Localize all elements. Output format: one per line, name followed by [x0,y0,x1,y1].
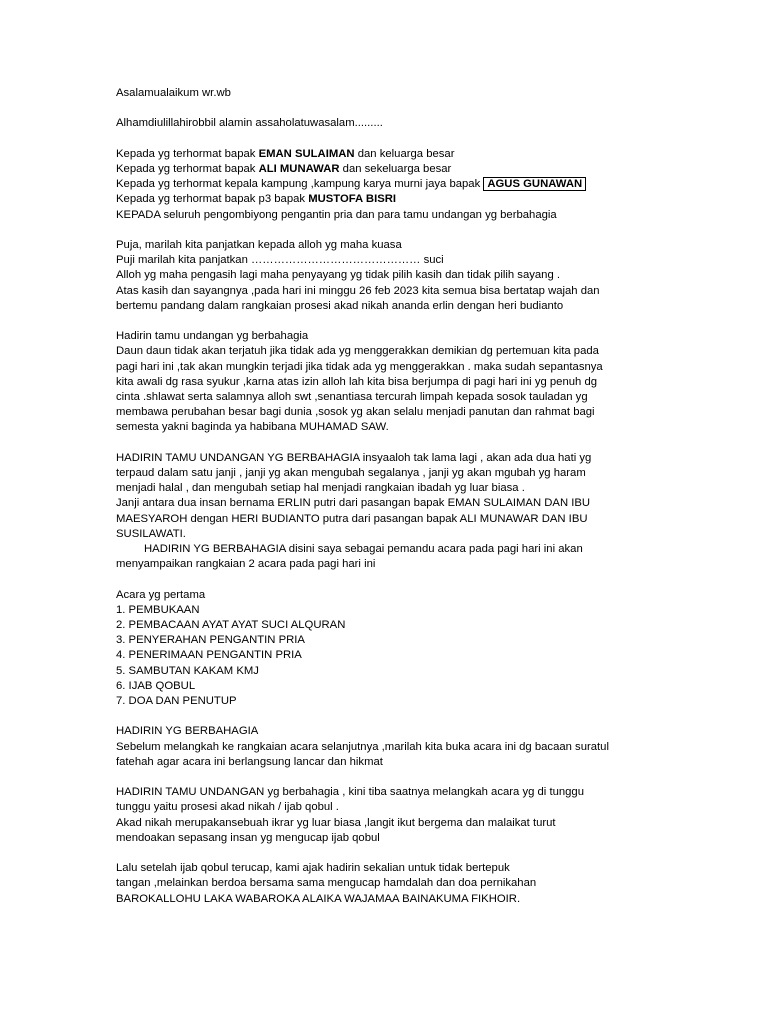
praise-line: bertemu pandang dalam rangkaian prosesi akad nikah ananda erlin dengan heri budianto [116,299,564,312]
praise-line: Puja, marilah kita panjatkan kepada alloh yg maha kuasa [116,238,402,251]
addressee-text: Kepada yg terhormat bapak [116,147,259,160]
paragraph-line: Sebelum melangkah ke rangkaian acara selanjutnya ,marilah kita buka acara ini dg bacaan suratul [116,740,609,753]
addressee-name: MUSTOFA BISRI [308,193,397,206]
paragraph-line: membawa perubahan besar bagi dunia ,sosok yg akan selalu menjadi panutan dan rahmat bagi [116,406,595,419]
paragraph-line: semesta yakni baginda ya habibana MUHAMAD SAW. [116,421,389,434]
paragraph-line: terpaud dalam satu janji , janji yg akan mengubah segalanya , janji yg akan mgubah yg haram [116,467,586,479]
addressee-text: dan keluarga besar [354,147,455,160]
opening: Alhamdiulillahirobbil alamin assaholatuwasalam......... [116,117,383,130]
addressee-name: ALI MUNAWAR [258,162,340,175]
agenda-item: 4. PENERIMAAN PENGANTIN PRIA [116,649,302,662]
paragraph-line: kita awali dg rasa syukur ,karna atas izin alloh lah kita bisa berjumpa di pagi hari ini yg penuh dg [116,375,598,388]
agenda-heading: Acara yg pertama [116,588,206,601]
document-body [116,86,656,907]
paragraph-line: menjadi halal , dan mengubah setiap hal menjadi rangkaian ibadah yg luar biasa . [116,482,525,495]
addressee-line-5: KEPADA seluruh pengombiyong pengantin pria dan para tamu undangan yg berbahagia [116,208,557,221]
addressee-name: EMAN SULAIMAN [258,147,355,160]
addressee-line-1 [116,147,656,162]
addressee-line-3 [116,177,656,192]
paragraph-line: mendoakan sepasang insan yg mengucap ijab qobul [116,831,380,844]
section-heading: HADIRIN YG BERBAHAGIA [116,725,259,738]
agenda-item: 2. PEMBACAAN AYAT AYAT SUCI ALQURAN [116,619,346,632]
addressee-text: Kepada yg terhormat kepala kampung ,kampung karya murni jaya bapak [116,178,484,191]
paragraph-line: Lalu setelah ijab qobul terucap, kami ajak hadirin sekalian untuk tidak bertepuk [116,862,510,875]
agenda-item: 1. PEMBUKAAN [116,603,200,616]
addressee-text: Kepada yg terhormat bapak p3 bapak [116,193,309,206]
greeting: Asalamualaikum wr.wb [116,87,231,99]
praise-line: Atas kasih dan sayangnya ,pada hari ini minggu 26 feb 2023 kita semua bisa bertatap wajah dan [116,284,600,297]
addressee-line-4 [116,192,656,207]
paragraph-line: menyampaikan rangkaian 2 acara pada pagi hari ini [116,558,376,571]
paragraph-line: cinta .shlawat serta salamnya alloh swt ,senantiasa tercurah limpah kepada sosok tauladan yg [116,391,588,403]
addressee-line-2 [116,162,656,177]
paragraph-line: HADIRIN TAMU UNDANGAN YG BERBAHAGIA insyaaloh tak lama lagi , akan ada dua hati yg [116,451,592,464]
agenda-item: 3. PENYERAHAN PENGANTIN PRIA [116,634,305,647]
paragraph-line: pagi hari ini ,tak akan mungkin terjadi jika tidak ada yg menggerakkan . maka sudah sepantasnya [116,360,603,373]
agenda-item: 5. SAMBUTAN KAKAM KMJ [116,664,259,677]
addressee-name-boxed: AGUS GUNAWAN [483,177,586,191]
paragraph-line: tunggu yaitu prosesi akad nikah / ijab qobul . [116,801,339,814]
praise-line: Puji marilah kita panjatkan ……………………………………… suci [116,254,444,267]
addressee-text: dan sekeluarga besar [339,162,452,175]
paragraph-line: MAESYAROH dengan HERI BUDIANTO putra dari pasangan bapak ALI MUNAWAR DAN IBU [116,512,588,525]
paragraph-line: tangan ,melainkan berdoa bersama sama mengucap hamdalah dan doa pernikahan [116,877,537,890]
paragraph-line-indented: HADIRIN YG BERBAHAGIA disini saya sebagai pemandu acara pada pagi hari ini akan [144,543,583,556]
agenda-item: 7. DOA DAN PENUTUP [116,695,237,708]
paragraph-line: fatehah agar acara ini berlangsung lancar dan hikmat [116,755,383,768]
section-heading: Hadirin tamu undangan yg berbahagia [116,330,309,343]
paragraph-line: BAROKALLOHU LAKA WABAROKA ALAIKA WAJAMAA BAINAKUMA FIKHOIR. [116,892,521,905]
agenda-item: 6. IJAB QOBUL [116,679,196,692]
paragraph-line: SUSILAWATI. [116,527,186,540]
praise-line: Alloh yg maha pengasih lagi maha penyayang yg tidak pilih kasih dan tidak pilih sayang . [116,269,560,282]
paragraph-line: HADIRIN TAMU UNDANGAN yg berbahagia , kini tiba saatnya melangkah acara yg di tunggu [116,786,584,799]
addressee-text: Kepada yg terhormat bapak [116,162,259,175]
paragraph-line: Akad nikah merupakansebuah ikrar yg luar biasa ,langit ikut bergema dan malaikat turut [116,816,556,829]
paragraph-line: Daun daun tidak akan terjatuh jika tidak ada yg menggerakkan demikian dg pertemuan kita pada [116,345,599,358]
paragraph-line: Janji antara dua insan bernama ERLIN putri dari pasangan bapak EMAN SULAIMAN DAN IBU [116,497,591,510]
